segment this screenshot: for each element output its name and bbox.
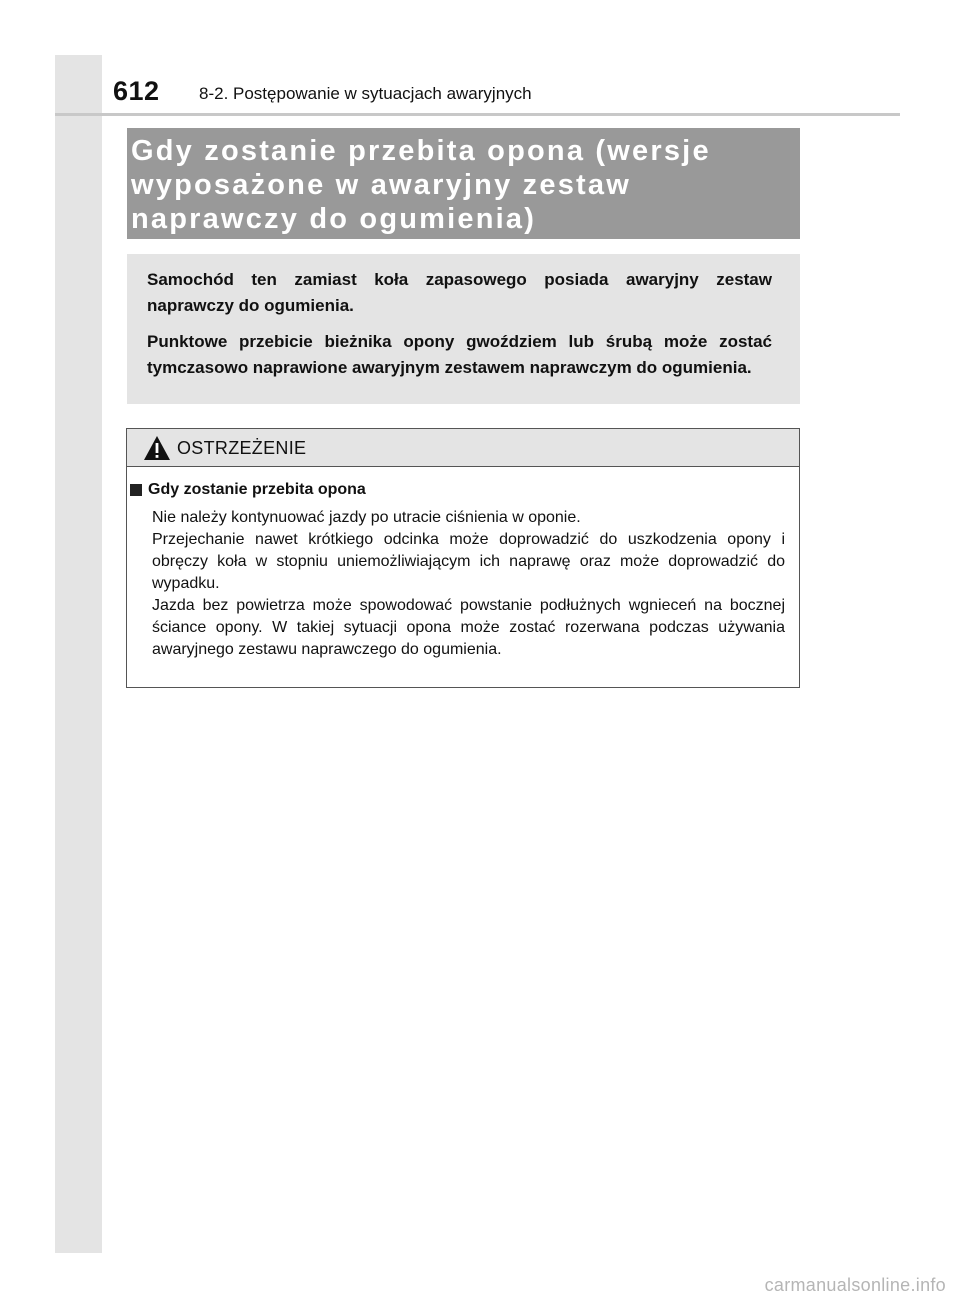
- warning-line-3: Jazda bez powietrza może spowodować powstanie podłużnych wgnieceń na bocznej ściance opony. W takiej sytuacji opona może zostać rozerwana podczas używania awaryjnego zestawu naprawczego do ogumienia.: [152, 597, 785, 658]
- intro-box: [127, 254, 800, 404]
- warning-line-2: Przejechanie nawet krótkiego odcinka może doprowadzić do uszkodzenia opony i obręczy koła w stopniu uniemożliwiającym ich naprawę oraz może doprowadzić do wypadku.: [152, 531, 785, 592]
- warning-box: [126, 428, 800, 688]
- warning-header: [127, 429, 799, 467]
- warning-line-1: Nie należy kontynuować jazdy po utracie ciśnienia w oponie.: [152, 509, 581, 526]
- warning-label: OSTRZEŻENIE: [177, 438, 307, 458]
- section-title-box: [127, 128, 800, 239]
- warning-text: [152, 507, 785, 661]
- side-strip: [55, 55, 102, 1253]
- square-bullet-icon: [130, 484, 142, 496]
- section-path: 8-2. Postępowanie w sytuacjach awaryjnych: [199, 84, 532, 103]
- header-divider: [55, 113, 900, 116]
- intro-paragraph-2: Punktowe przebicie bieżnika opony gwoździem lub śrubą może zostać tymczasowo naprawione awaryjnym zestawem naprawczym do ogumienia.: [147, 332, 772, 377]
- warning-heading: Gdy zostanie przebita opona: [148, 481, 366, 498]
- section-title: Gdy zostanie przebita opona (wersje wyposażone w awaryjny zestaw naprawczy do ogumienia): [131, 135, 711, 235]
- intro-paragraph-1: Samochód ten zamiast koła zapasowego posiada awaryjny zestaw naprawczy do ogumienia.: [147, 270, 772, 315]
- warning-body: [127, 467, 799, 661]
- warning-heading-row: [130, 481, 785, 499]
- watermark: carmanualsonline.info: [764, 1275, 946, 1295]
- warning-triangle-icon: [143, 435, 171, 461]
- page-number: 612: [113, 76, 160, 106]
